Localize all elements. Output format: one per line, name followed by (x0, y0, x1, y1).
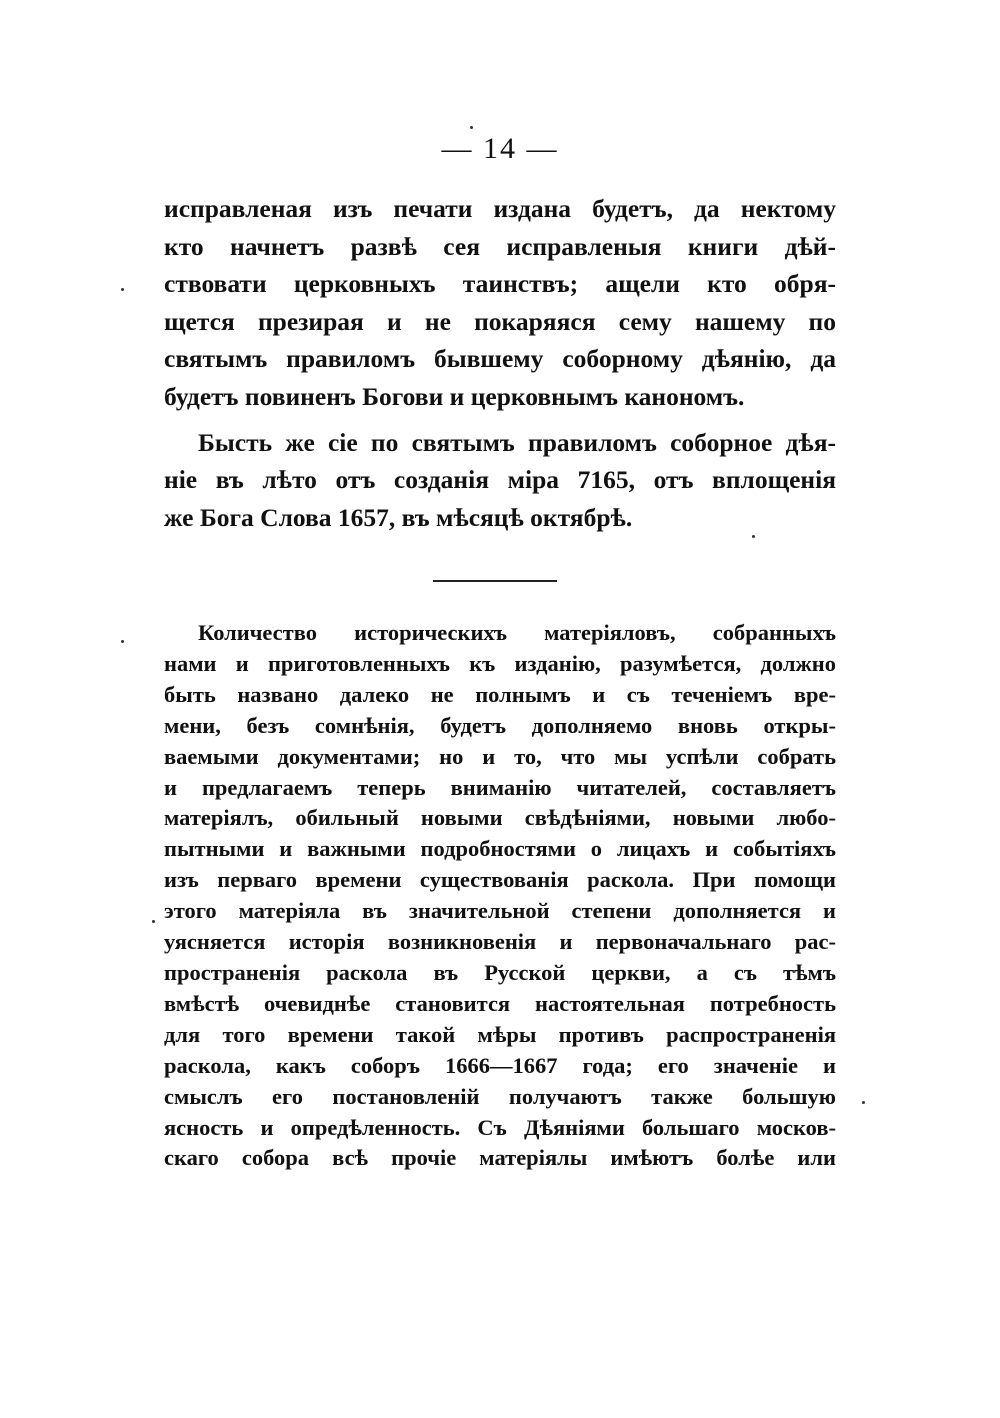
text-line: святымъ правиломъ бывшему соборному дѣянію, да (164, 344, 836, 374)
text-line: щется презирая и не покаряяся сему нашему по (164, 306, 836, 336)
text-line: и предлагаемъ теперь вниманію читателей, составляетъ (164, 774, 836, 800)
body-text-block (164, 618, 836, 1174)
text-line: уясняется исторія возникновенія и первоначальнаго рас- (164, 929, 836, 955)
scan-speck (470, 126, 473, 129)
text-line: изъ перваго времени существованія раскола. При помощи (164, 867, 836, 893)
text-line: скаго собора всѣ прочіе матеріялы имѣютъ болѣе или (164, 1145, 836, 1171)
scan-speck (121, 640, 124, 643)
scan-speck (752, 535, 755, 538)
scan-speck (862, 1101, 865, 1104)
text-line: быть названо далеко не полнымъ и съ теченіемъ вре- (164, 681, 836, 707)
text-line: мени, безъ сомнѣнія, будетъ дополняемо вновь откры- (164, 712, 836, 738)
text-line: ясность и опредѣленность. Съ Дѣяніями большаго москов- (164, 1114, 836, 1140)
text-line: ствовати церковныхъ таинствъ; ащели кто обря- (164, 269, 836, 299)
top-text-block (164, 190, 836, 536)
text-line: смыслъ его постановленій получаютъ также большую (164, 1083, 836, 1109)
page-number: — 14 — (441, 132, 559, 165)
text-line: этого матеріяла въ значительной степени дополняется и (164, 898, 836, 924)
text-line: будетъ повиненъ Богови и церковнымъ канономъ. (164, 381, 745, 411)
scan-speck (152, 920, 155, 923)
text-line: пытными и важными подробностями о лицахъ и событіяхъ (164, 836, 836, 862)
closing-paragraph (164, 424, 836, 537)
scan-speck (121, 288, 124, 291)
text-line: исправленая изъ печати издана будетъ, да нектому (164, 194, 836, 223)
text-line: Бысть же сіе по святымъ правиломъ соборное дѣя- (198, 427, 836, 457)
text-line: Количество историческихъ матеріяловъ, собранныхъ (198, 620, 836, 645)
text-line: ніе въ лѣто отъ созданія міра 7165, отъ вплощенія (164, 465, 836, 495)
text-line: раскола, какъ соборъ 1666—1667 года; его значеніе и (164, 1052, 836, 1078)
text-line: нами и приготовленныхъ къ изданію, разумѣется, должно (164, 650, 836, 676)
text-line: кто начнетъ развѣ сея исправленыя книги дѣй- (164, 231, 836, 261)
section-divider (433, 580, 557, 582)
text-line: же Бога Слова 1657, въ мѣсяцѣ октябрѣ. (164, 502, 633, 532)
text-line: вмѣстѣ очевиднѣе становится настоятельная потребность (164, 990, 836, 1016)
text-line: ваемыми документами; но и то, что мы успѣли собрать (164, 743, 836, 769)
text-line: матеріялъ, обильный новыми свѣдѣніями, новыми любо- (164, 805, 836, 831)
text-line: пространенія раскола въ Русской церкви, а съ тѣмъ (164, 959, 836, 985)
text-line: для того времени такой мѣры противъ распространенія (164, 1021, 836, 1047)
